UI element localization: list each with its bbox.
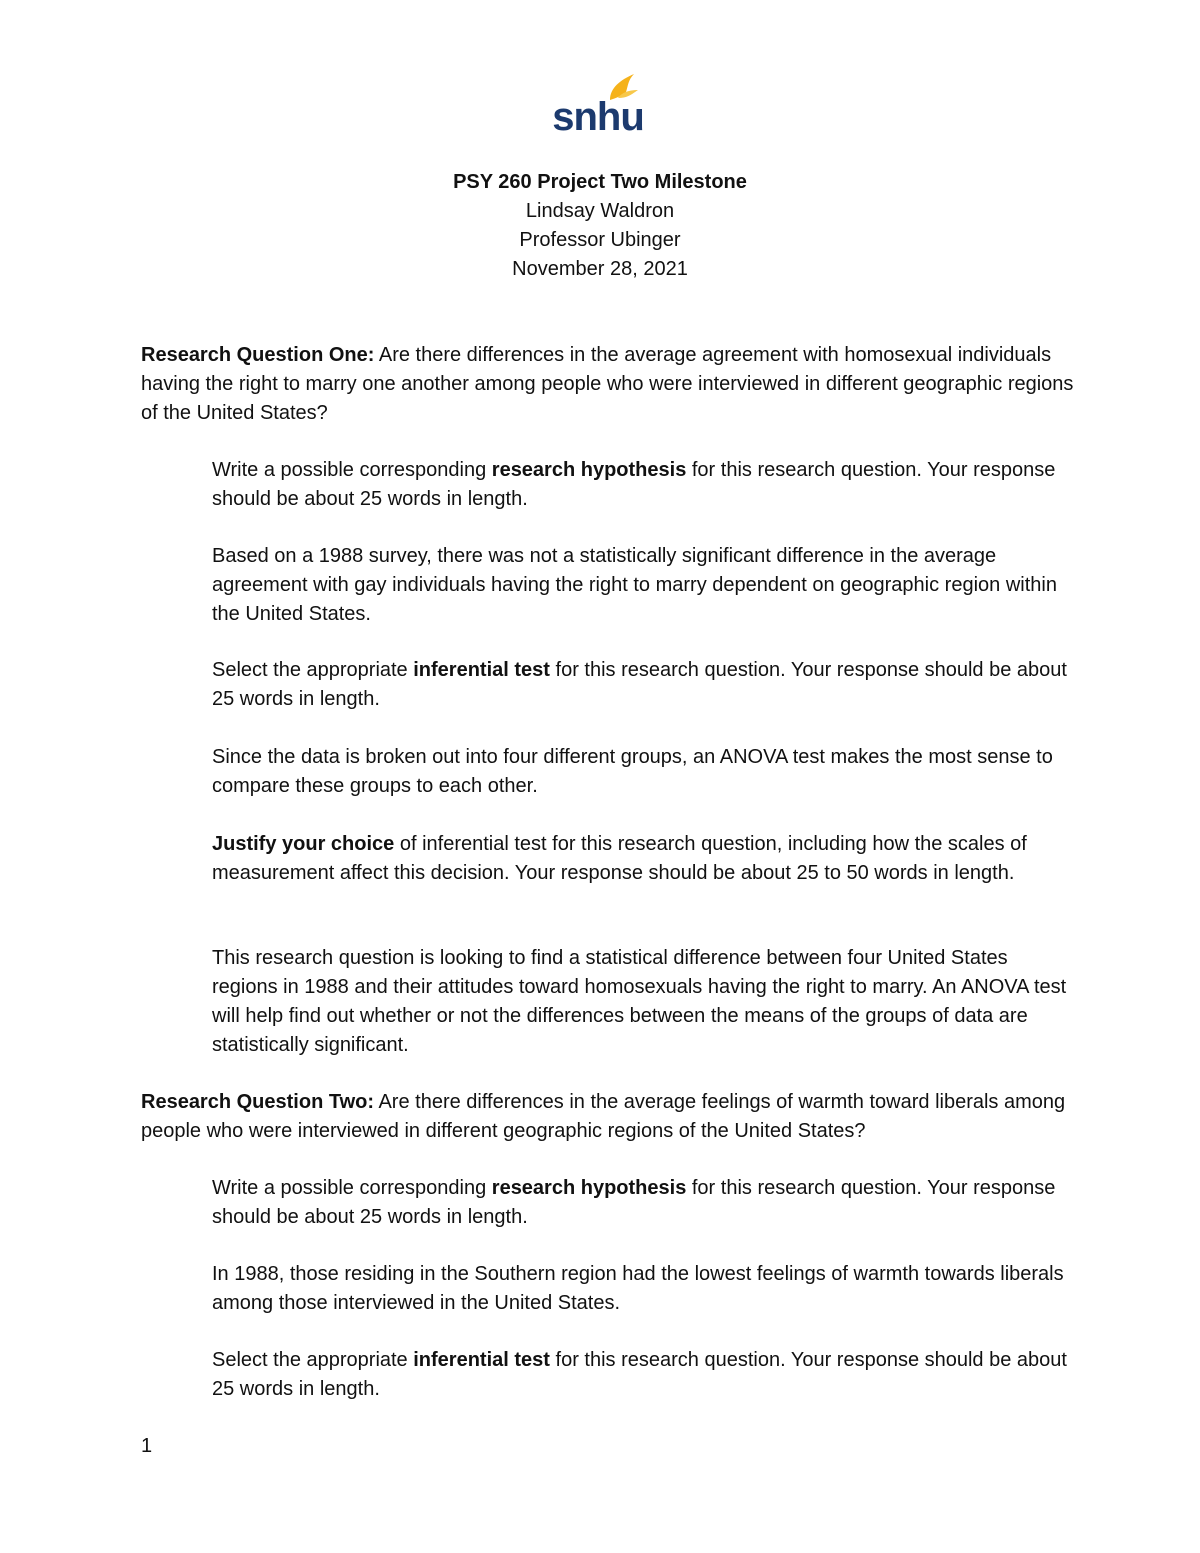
prompt-bold: Justify your choice xyxy=(212,833,395,855)
prompt-text: Write a possible corresponding xyxy=(212,459,492,481)
prompt-justify-choice xyxy=(212,830,1072,888)
research-question-one xyxy=(141,341,1081,428)
prompt-text: Write a possible corresponding xyxy=(212,1177,492,1199)
question-text: Are there differences in the average feelings of warmth toward liberals among people who were interviewed in different geographic regions of the United States? xyxy=(141,1091,1066,1142)
answer-justify-choice: This research question is looking to find a statistical difference between four United States regions in 1988 and their attitudes toward homosexuals having the right to marry. An ANOVA test will help find out whether or not the differences between the means of the groups of data are statistically significant. xyxy=(212,947,1067,1056)
prompt-text: for this research question. Your response should be about 25 words in length. xyxy=(212,659,1067,710)
question-label: Research Question Two: xyxy=(141,1091,375,1113)
answer-hypothesis: Based on a 1988 survey, there was not a statistically significant difference in the average agreement with gay individuals having the right to marry dependent on geographic region within the United States. xyxy=(212,545,1057,625)
question-text: Are there differences in the average agreement with homosexual individuals having the right to marry one another among people who were interviewed in different geographic regions of the United States? xyxy=(141,344,1074,424)
prompt-text: Select the appropriate xyxy=(212,1349,414,1371)
question-label: Research Question One: xyxy=(141,344,375,366)
flame-icon xyxy=(548,70,648,136)
prompt-hypothesis xyxy=(212,1174,1072,1232)
prompt-text: Select the appropriate xyxy=(212,659,414,681)
prompt-bold: inferential test xyxy=(413,1349,550,1371)
prompt-inferential-test xyxy=(212,656,1072,714)
document-title: PSY 260 Project Two Milestone xyxy=(453,171,747,193)
snhu-logo xyxy=(548,70,648,136)
prompt-bold: research hypothesis xyxy=(491,459,687,481)
prompt-bold: research hypothesis xyxy=(491,1177,687,1199)
author-name: Lindsay Waldron xyxy=(525,200,675,222)
prompt-text: of inferential test for this research question, including how the scales of measurement affect this decision. Your response should be about 25 to 50 words in length. xyxy=(212,833,1027,884)
page-number: 1 xyxy=(141,1435,153,1457)
prompt-text: for this research question. Your response should be about 25 words in length. xyxy=(212,459,1056,510)
prompt-text: for this research question. Your response should be about 25 words in length. xyxy=(212,1177,1056,1228)
answer-inferential-test: Since the data is broken out into four different groups, an ANOVA test makes the most sense to compare these groups to each other. xyxy=(212,746,1053,797)
prompt-hypothesis xyxy=(212,456,1072,514)
answer-hypothesis: In 1988, those residing in the Southern region had the lowest feelings of warmth towards liberals among those interviewed in the United States. xyxy=(212,1263,1064,1314)
prompt-bold: inferential test xyxy=(413,659,550,681)
research-question-two xyxy=(141,1088,1081,1146)
document-date: November 28, 2021 xyxy=(512,258,688,280)
prompt-text: for this research question. Your response should be about 25 words in length. xyxy=(212,1349,1067,1400)
professor-name: Professor Ubinger xyxy=(519,229,681,251)
document-header xyxy=(0,168,1200,284)
logo-text: snhu xyxy=(552,95,644,136)
prompt-inferential-test xyxy=(212,1346,1072,1404)
